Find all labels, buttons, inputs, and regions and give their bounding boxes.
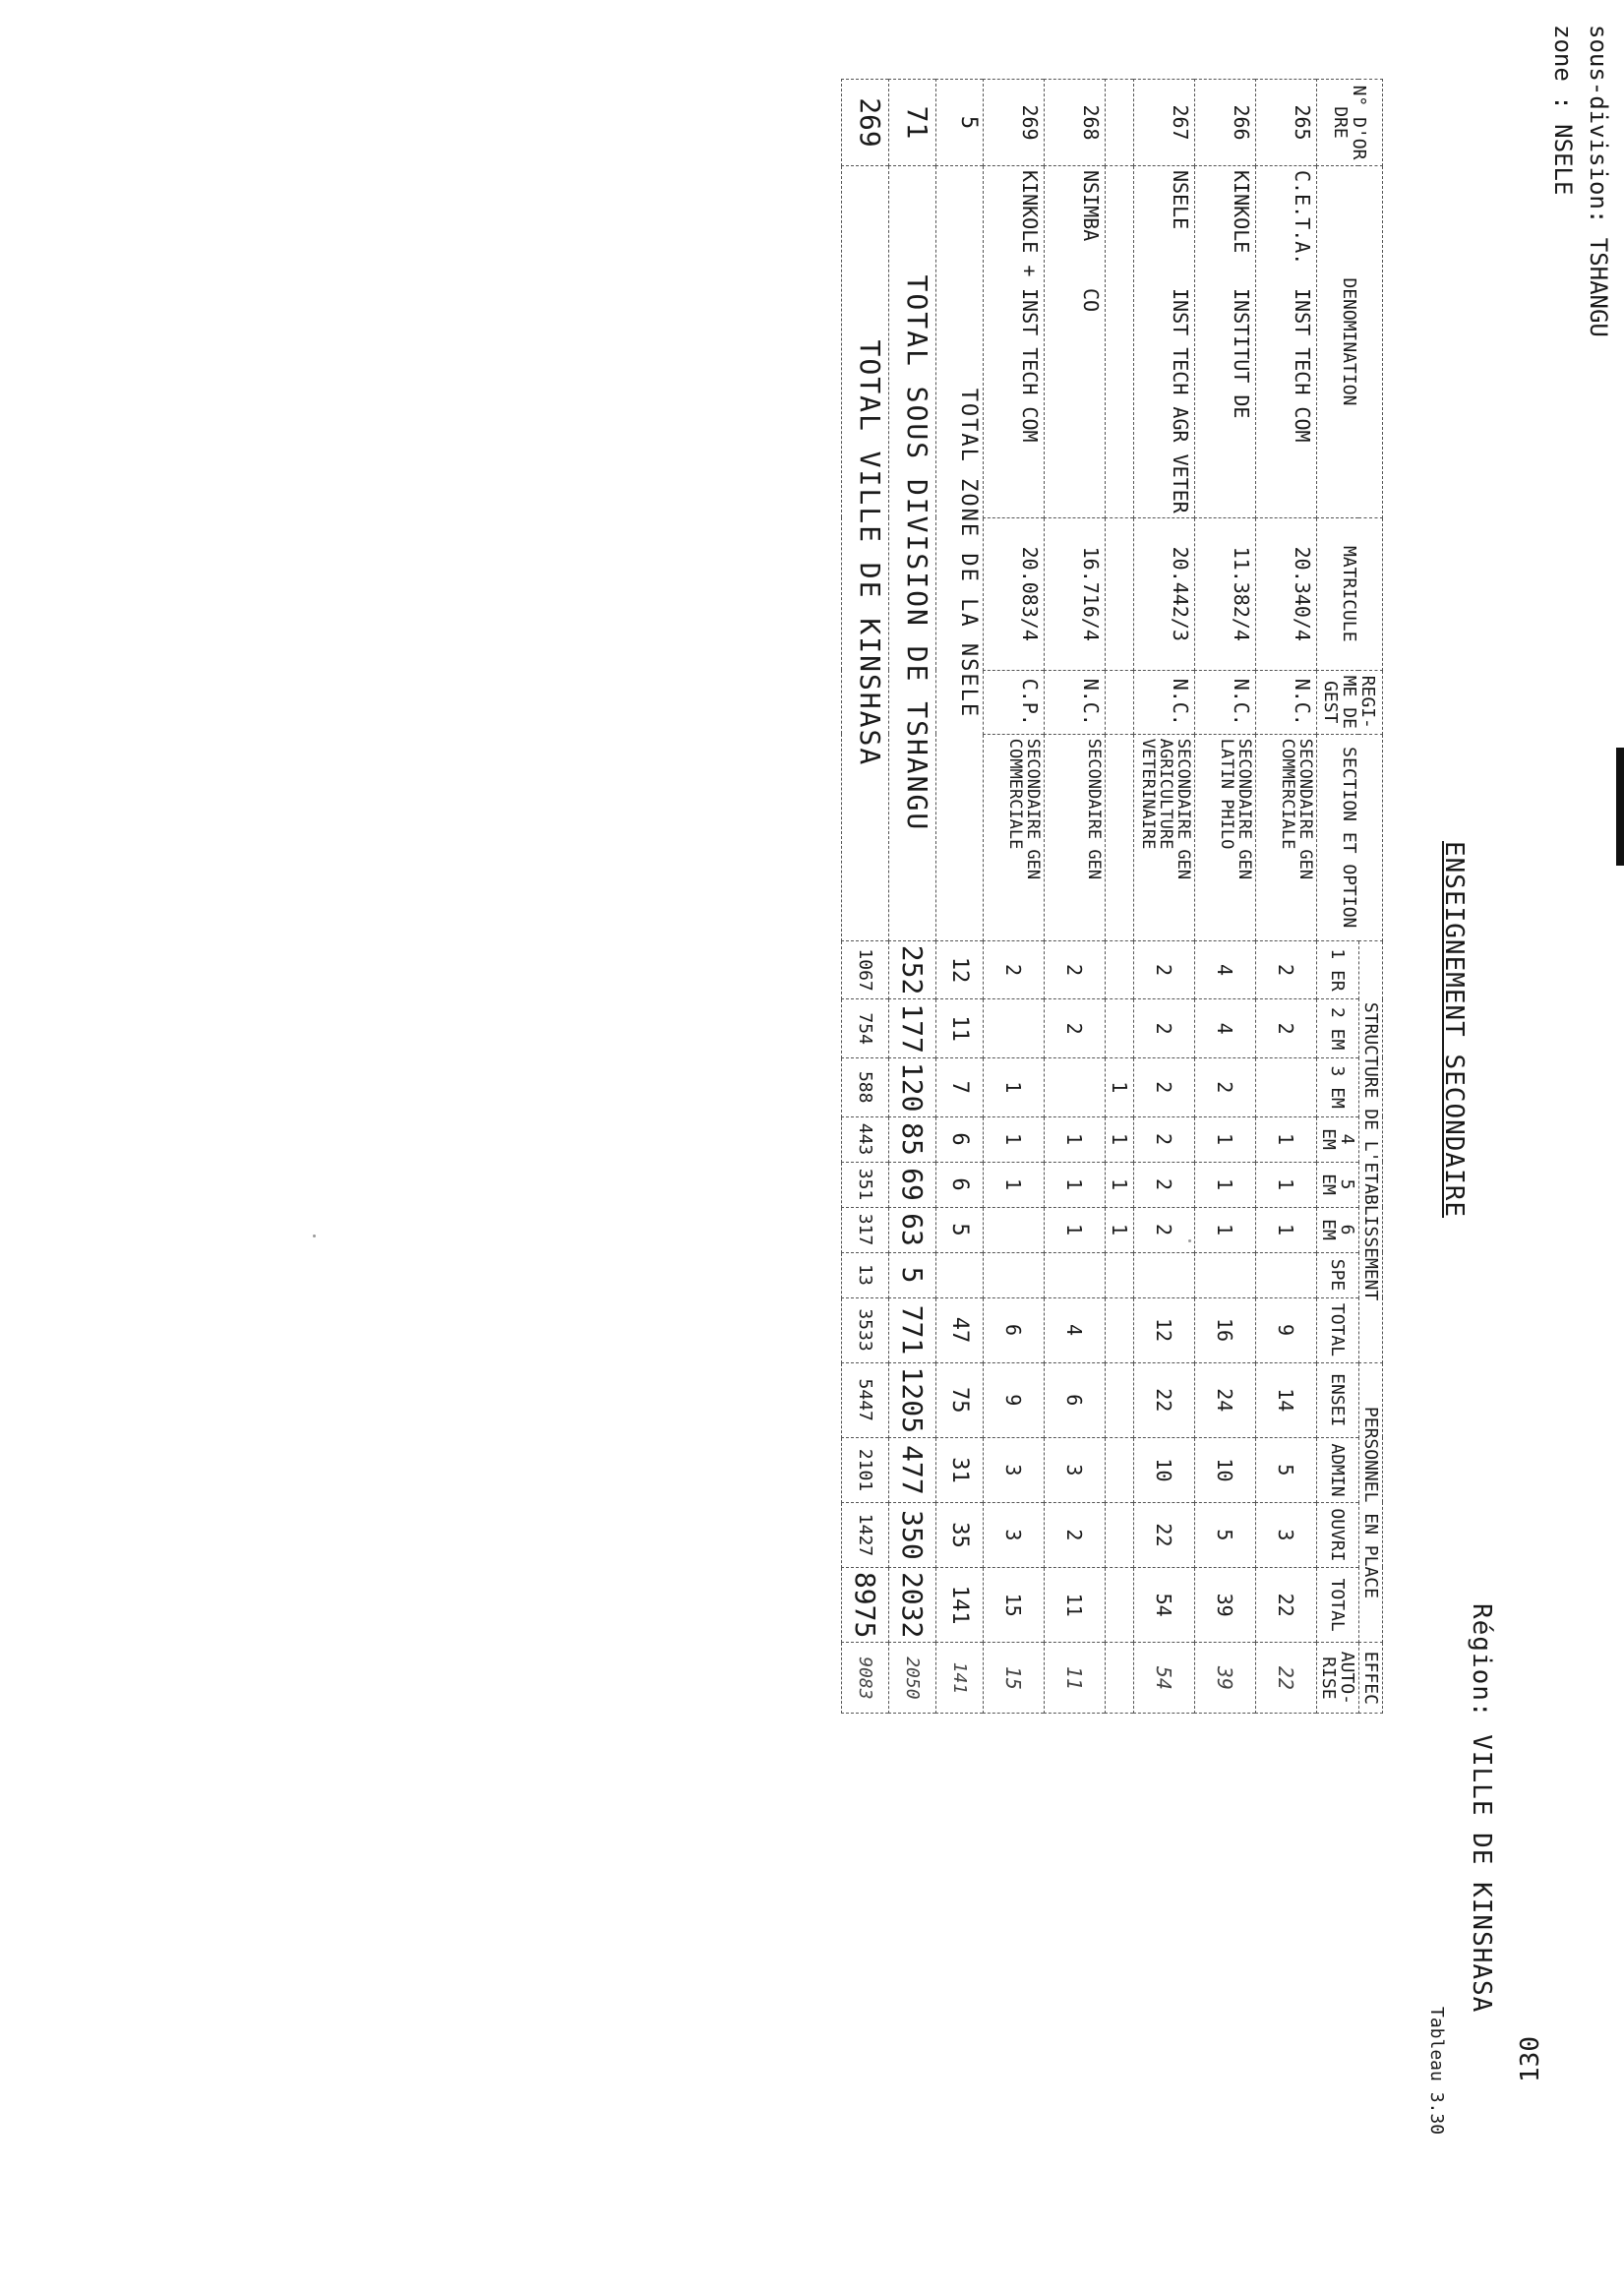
row-value: 10 [1134, 1437, 1195, 1502]
total-value: 443 [842, 1116, 889, 1162]
total-value: 2032 [889, 1567, 936, 1642]
total-value: 5 [936, 1207, 984, 1252]
total-value: 5447 [842, 1362, 889, 1437]
header-sub: 6 EM [1317, 1207, 1359, 1252]
row-value [1106, 1502, 1134, 1567]
header-regime: REGI- ME DE GEST [1317, 670, 1383, 734]
row-value: 15 [984, 1567, 1045, 1642]
row-value [984, 1207, 1045, 1252]
row-value: 2 [1045, 999, 1106, 1058]
header-sub: OUVRI [1317, 1502, 1359, 1567]
row-value [1134, 1252, 1195, 1297]
row-value: 9 [984, 1362, 1045, 1437]
row-denomination [1256, 166, 1317, 518]
row-value: 22 [1134, 1362, 1195, 1437]
header-num: N° D'OR DRE [1317, 80, 1383, 166]
row-value [1045, 1252, 1106, 1297]
row-value: 1 [1256, 1162, 1317, 1207]
row-value: 9 [1256, 1297, 1317, 1362]
total-label: TOTAL SOUS DIVISION DE TSHANGU [889, 166, 936, 941]
row-section: SECONDAIRE GEN COMMERCIALE [1256, 734, 1317, 940]
row-denomination [1134, 166, 1195, 518]
row-value: 2 [1134, 1207, 1195, 1252]
row-matricule: 11.382/4 [1195, 517, 1256, 670]
total-value: 85 [889, 1116, 936, 1162]
row-value: 1 [1256, 1116, 1317, 1162]
total-value: 12 [936, 940, 984, 999]
row-number: 268 [1045, 80, 1106, 166]
row-value: 5 [1256, 1437, 1317, 1502]
row-matricule: 20.442/3 [1134, 517, 1195, 670]
row-value [984, 999, 1045, 1058]
schools-table [841, 79, 1383, 1714]
row-matricule [1106, 517, 1134, 670]
row-name: CO [1079, 288, 1103, 313]
total-value: 477 [889, 1437, 936, 1502]
row-value: 2 [1256, 999, 1317, 1058]
row-value: 39 [1195, 1567, 1256, 1642]
header-sub: AUTO- RISE [1317, 1643, 1359, 1714]
row-value [1106, 1437, 1134, 1502]
total-value: 588 [842, 1057, 889, 1116]
row-value: 1 [984, 1162, 1045, 1207]
table-row [1134, 80, 1195, 1714]
total-value: 35 [936, 1502, 984, 1567]
row-value [1256, 1252, 1317, 1297]
row-name: INSTITUT DE [1230, 288, 1253, 419]
row-value: 15 [984, 1643, 1045, 1714]
zone-label: zone : NSELE [1549, 25, 1577, 196]
row-value: 1 [1195, 1207, 1256, 1252]
row-section: SECONDAIRE GEN COMMERCIALE [984, 734, 1045, 940]
row-denomination [1045, 166, 1106, 518]
row-value: 22 [1256, 1643, 1317, 1714]
row-name: INST TECH AGR VETER [1169, 288, 1192, 513]
row-regime [1106, 670, 1134, 734]
row-value [1045, 1057, 1106, 1116]
header-sub: TOTAL [1317, 1567, 1359, 1642]
total-value: 31 [936, 1437, 984, 1502]
total-value: 1427 [842, 1502, 889, 1567]
header-personnel: PERSONNEL EN PLACE [1359, 1362, 1383, 1643]
row-number: 266 [1195, 80, 1256, 166]
row-number [1106, 80, 1134, 166]
row-value: 16 [1195, 1297, 1256, 1362]
row-value: 3 [984, 1502, 1045, 1567]
header-row-1 [1359, 80, 1383, 1714]
row-value: 3 [1045, 1437, 1106, 1502]
total-value: 6 [936, 1162, 984, 1207]
row-value: 6 [984, 1297, 1045, 1362]
row-matricule: 20.083/4 [984, 517, 1045, 670]
row-value: 11 [1045, 1567, 1106, 1642]
row-value: 1 [1106, 1207, 1134, 1252]
row-matricule: 16.716/4 [1045, 517, 1106, 670]
row-value [1256, 1057, 1317, 1116]
total-value: 177 [889, 999, 936, 1058]
total-value: 351 [842, 1162, 889, 1207]
row-value: 2 [1256, 940, 1317, 999]
row-matricule: 20.340/4 [1256, 517, 1317, 670]
row-value [1106, 999, 1134, 1058]
row-denomination [1106, 166, 1134, 518]
header-sub: ADMIN [1317, 1437, 1359, 1502]
total-label: TOTAL ZONE DE LA NSELE [936, 166, 984, 941]
row-number: 269 [984, 80, 1045, 166]
total-value: 771 [889, 1297, 936, 1362]
scan-speck [313, 1235, 316, 1237]
total-value: 1205 [889, 1362, 936, 1437]
row-regime: N.C. [1045, 670, 1106, 734]
total-label: TOTAL VILLE DE KINSHASA [842, 166, 889, 941]
total-value [936, 1252, 984, 1297]
total-value: 63 [889, 1207, 936, 1252]
total-value: 317 [842, 1207, 889, 1252]
scan-edge-mark [1616, 748, 1624, 866]
row-value: 54 [1134, 1643, 1195, 1714]
total-value: 6 [936, 1116, 984, 1162]
row-regime: N.C. [1134, 670, 1195, 734]
tableau-label: Tableau 3.30 [1426, 2007, 1447, 2136]
total-count: 5 [936, 80, 984, 166]
total-value: 3533 [842, 1297, 889, 1362]
total-value: 13 [842, 1252, 889, 1297]
row-value: 12 [1134, 1297, 1195, 1362]
row-value: 24 [1195, 1362, 1256, 1437]
row-value [1106, 1567, 1134, 1642]
row-value: 2 [1195, 1057, 1256, 1116]
row-value [984, 1252, 1045, 1297]
header-structure: STRUCTURE DE L'ETABLISSEMENT [1359, 940, 1383, 1362]
page-number: 130 [1516, 2036, 1545, 2082]
row-name: INST TECH COM [1291, 288, 1314, 443]
row-regime: N.C. [1195, 670, 1256, 734]
row-place: KINKOLE + [1018, 170, 1042, 277]
row-regime: C.P. [984, 670, 1045, 734]
row-value: 2 [1045, 1502, 1106, 1567]
row-value: 1 [1045, 1116, 1106, 1162]
header-section: SECTION ET OPTION [1317, 734, 1383, 940]
row-value: 1 [1106, 1057, 1134, 1116]
row-value: 4 [1195, 999, 1256, 1058]
header-sub: 4 EM [1317, 1116, 1359, 1162]
row-denomination [984, 166, 1045, 518]
row-name: INST TECH COM [1018, 288, 1042, 443]
row-value: 4 [1045, 1297, 1106, 1362]
row-value: 5 [1195, 1502, 1256, 1567]
row-value [1106, 1252, 1134, 1297]
total-value: 8975 [842, 1567, 889, 1642]
total-value: 69 [889, 1162, 936, 1207]
table-row [1045, 80, 1106, 1714]
total-value: 7 [936, 1057, 984, 1116]
row-place: NSELE [1169, 170, 1192, 230]
row-value: 3 [984, 1437, 1045, 1502]
header-sub: 1 ER [1317, 940, 1359, 999]
total-value: 141 [936, 1643, 984, 1714]
header-sub: 2 EM [1317, 999, 1359, 1058]
row-number: 265 [1256, 80, 1317, 166]
header-denomination: DENOMINATION [1317, 166, 1383, 518]
total-count: 269 [842, 80, 889, 166]
page-title: ENSEIGNEMENT SECONDAIRE [1439, 841, 1469, 1219]
total-value: 120 [889, 1057, 936, 1116]
row-value: 2 [1134, 1057, 1195, 1116]
row-place: C.E.T.A. [1291, 170, 1314, 266]
header-sub: ENSEI [1317, 1362, 1359, 1437]
table-row [984, 80, 1045, 1714]
row-section: SECONDAIRE GEN AGRICULTURE VETERINAIRE [1134, 734, 1195, 940]
total-value: 350 [889, 1502, 936, 1567]
row-number: 267 [1134, 80, 1195, 166]
total-row [936, 80, 984, 1714]
row-place: KINKOLE [1230, 170, 1253, 254]
table-row [1106, 80, 1134, 1714]
total-row [889, 80, 936, 1714]
row-value: 22 [1256, 1567, 1317, 1642]
row-value: 54 [1134, 1567, 1195, 1642]
total-value: 47 [936, 1297, 984, 1362]
total-value: 9083 [842, 1643, 889, 1714]
row-value: 11 [1045, 1643, 1106, 1714]
header-sub: TOTAL [1317, 1297, 1359, 1362]
row-value: 22 [1134, 1502, 1195, 1567]
total-value: 11 [936, 999, 984, 1058]
row-value: 14 [1256, 1362, 1317, 1437]
row-value: 1 [984, 1057, 1045, 1116]
header-matricule: MATRICULE [1317, 517, 1383, 670]
row-value [1106, 1297, 1134, 1362]
row-value: 1 [1195, 1116, 1256, 1162]
row-value [1106, 940, 1134, 999]
total-value: 75 [936, 1362, 984, 1437]
row-value: 1 [1195, 1162, 1256, 1207]
total-value: 2101 [842, 1437, 889, 1502]
total-value: 754 [842, 999, 889, 1058]
row-value: 1 [1045, 1162, 1106, 1207]
row-value [1106, 1362, 1134, 1437]
total-value: 141 [936, 1567, 984, 1642]
row-value: 4 [1195, 940, 1256, 999]
row-value: 2 [984, 940, 1045, 999]
table-row [1195, 80, 1256, 1714]
total-count: 71 [889, 80, 936, 166]
row-value: 2 [1134, 1162, 1195, 1207]
header-sub: 3 EM [1317, 1057, 1359, 1116]
row-section: SECONDAIRE GEN [1045, 734, 1106, 940]
subdivision-label: sous-division: TSHANGU [1585, 25, 1612, 337]
table-body [842, 80, 1317, 1714]
row-regime: N.C. [1256, 670, 1317, 734]
total-value: 5 [889, 1252, 936, 1297]
header-sub: SPE [1317, 1252, 1359, 1297]
scan-speck [1188, 1239, 1191, 1242]
row-section: SECONDAIRE GEN LATIN PHILO [1195, 734, 1256, 940]
row-value: 10 [1195, 1437, 1256, 1502]
row-value: 2 [1045, 940, 1106, 999]
row-value: 1 [984, 1116, 1045, 1162]
header-effec: EFFEC [1359, 1643, 1383, 1714]
total-value: 252 [889, 940, 936, 999]
region-label: Région: VILLE DE KINSHASA [1467, 1603, 1496, 2014]
row-value: 3 [1256, 1502, 1317, 1567]
row-value: 1 [1045, 1207, 1106, 1252]
row-value: 1 [1106, 1162, 1134, 1207]
row-value: 2 [1134, 1116, 1195, 1162]
total-value: 2050 [889, 1643, 936, 1714]
total-value: 1067 [842, 940, 889, 999]
row-place: NSIMBA [1079, 170, 1103, 242]
row-value [1195, 1252, 1256, 1297]
row-value: 39 [1195, 1643, 1256, 1714]
row-value: 1 [1106, 1116, 1134, 1162]
total-row [842, 80, 889, 1714]
row-value: 2 [1134, 940, 1195, 999]
table-row [1256, 80, 1317, 1714]
row-section [1106, 734, 1134, 940]
row-value: 6 [1045, 1362, 1106, 1437]
header-sub: 5 EM [1317, 1162, 1359, 1207]
row-value [1106, 1643, 1134, 1714]
row-value: 1 [1256, 1207, 1317, 1252]
row-denomination [1195, 166, 1256, 518]
row-value: 2 [1134, 999, 1195, 1058]
